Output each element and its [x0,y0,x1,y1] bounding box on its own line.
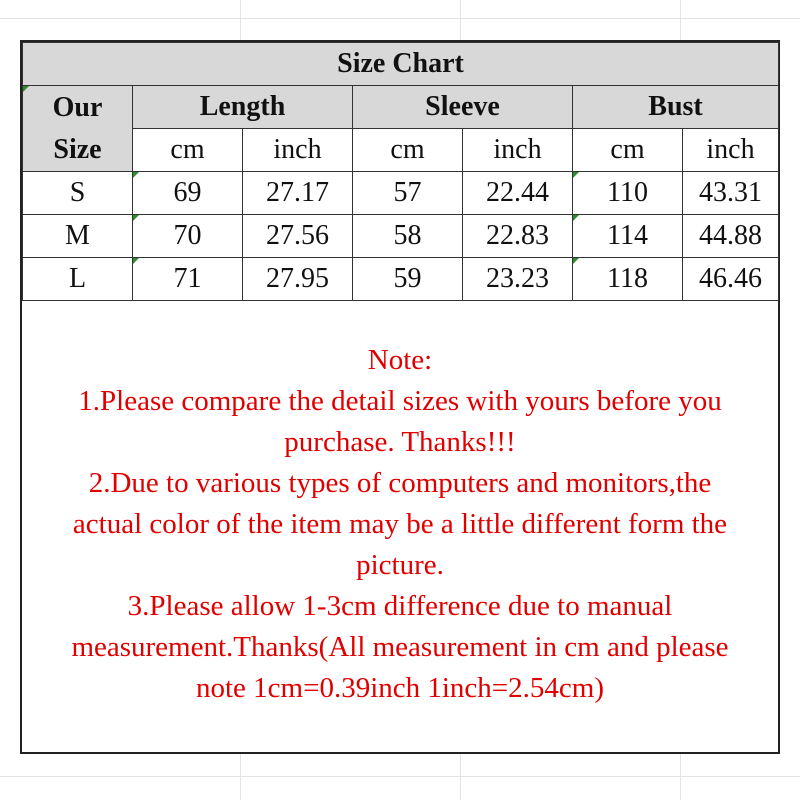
note-line: 1.Please compare the detail sizes with yours before you [78,385,722,417]
value-cell: 70 [133,215,243,258]
cell-marker-icon [573,258,579,264]
size-cell: M [23,215,133,258]
note-line: measurement.Thanks(All measurement in cm and please [71,631,729,663]
value-cell: 43.31 [683,172,779,215]
table-row [23,172,779,215]
cell-marker-icon [133,258,139,264]
group-header-row [23,86,779,129]
value-cell: 71 [133,258,243,301]
unit-cell: inch [463,129,573,172]
value-cell: 23.23 [463,258,573,301]
table-row [23,258,779,301]
our-size-header [23,86,133,172]
value-cell: 58 [353,215,463,258]
value-cell: 69 [133,172,243,215]
notes-heading: Note: [367,344,433,376]
value-cell: 44.88 [683,215,779,258]
our-size-line1: Our [52,91,103,123]
group-header-bust: Bust [573,86,779,129]
value-cell: 46.46 [683,258,779,301]
unit-cell: inch [683,129,779,172]
cell-marker-icon [133,215,139,221]
cell-marker-icon [133,172,139,178]
value-cell: 22.44 [463,172,573,215]
value-cell: 27.95 [243,258,353,301]
our-size-line2: Size [53,133,102,165]
cell-marker-icon [573,215,579,221]
value-cell: 57 [353,172,463,215]
value-cell: 118 [573,258,683,301]
unit-row [23,129,779,172]
group-header-sleeve: Sleeve [353,86,573,129]
unit-cell: inch [243,129,353,172]
cell-marker-icon [573,172,579,178]
note-line: picture. [356,549,444,581]
note-line: 3.Please allow 1-3cm difference due to manual [127,590,673,622]
table-row [23,215,779,258]
value-cell: 27.56 [243,215,353,258]
unit-cell: cm [573,129,683,172]
value-cell: 59 [353,258,463,301]
value-cell: 110 [573,172,683,215]
value-cell: 27.17 [243,172,353,215]
title-row [23,43,779,86]
unit-cell: cm [133,129,243,172]
group-header-length: Length [133,86,353,129]
size-chart [20,40,780,754]
note-line: purchase. Thanks!!! [284,426,516,458]
value-cell: 22.83 [463,215,573,258]
cell-marker-icon [23,86,29,92]
size-cell: S [23,172,133,215]
chart-title: Size Chart [23,43,779,86]
note-line: 2.Due to various types of computers and monitors,the [88,467,712,499]
size-table [22,42,779,301]
value-cell: 114 [573,215,683,258]
unit-cell: cm [353,129,463,172]
size-cell: L [23,258,133,301]
note-line: note 1cm=0.39inch 1inch=2.54cm) [195,672,604,704]
note-line: actual color of the item may be a little different form the [72,508,728,540]
notes-section [22,300,778,709]
